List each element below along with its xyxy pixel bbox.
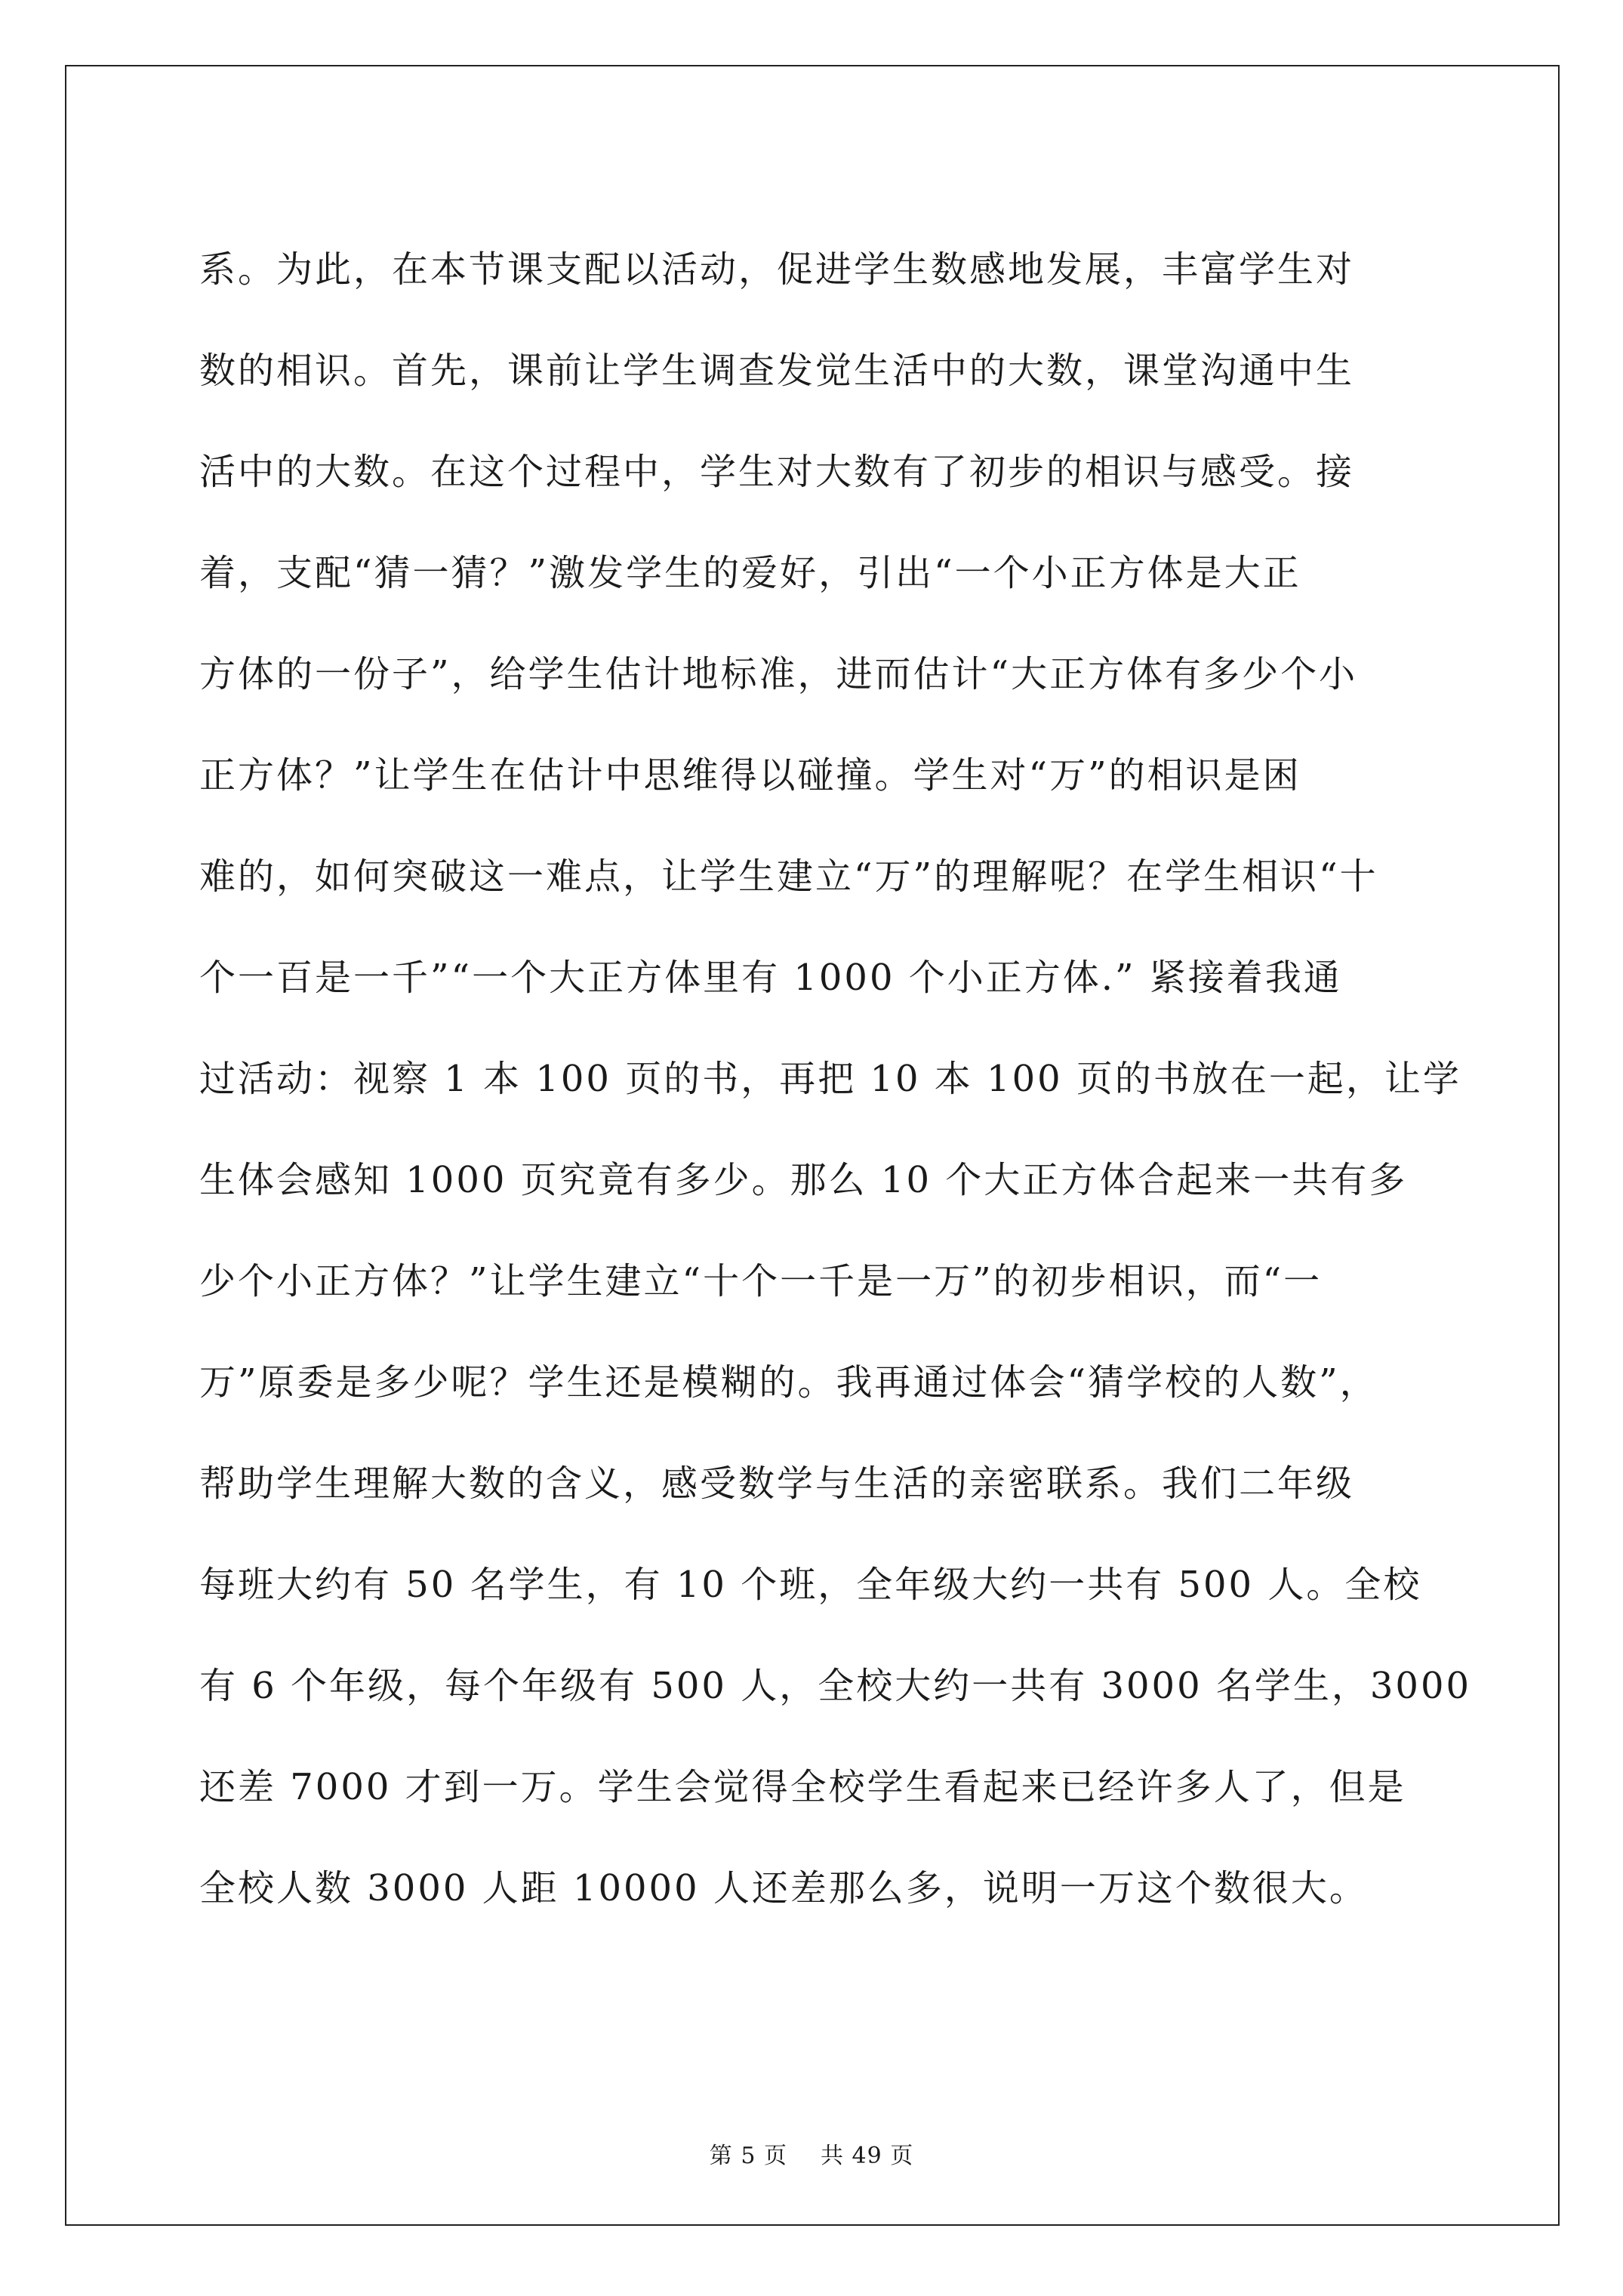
text-line-3: 活中的大数。在这个过程中，学生对大数有了初步的相识与感受。接 (199, 451, 1355, 493)
text-line-10: 生体会感知 1000 页究竟有多少。那么 10 个大正方体合起来一共有多 (199, 1159, 1408, 1201)
text-line-6: 正方体？”让学生在估计中思维得以碰撞。学生对“万”的相识是困 (199, 754, 1301, 797)
text-line-9: 过活动：视察 1 本 100 页的书，再把 10 本 100 页的书放在一起，让学 (199, 1058, 1461, 1100)
text-line-16: 还差 7000 才到一万。学生会觉得全校学生看起来已经许多人了，但是 (199, 1766, 1406, 1808)
text-line-11: 少个小正方体？”让学生建立“十个一千是一万”的初步相识，而“一 (199, 1260, 1323, 1302)
text-line-4: 着，支配“猜一猜？”激发学生的爱好，引出“一个小正方体是大正 (199, 552, 1301, 594)
text-line-14: 每班大约有 50 名学生，有 10 个班，全年级大约一共有 500 人。全校 (199, 1564, 1422, 1606)
text-line-17: 全校人数 3000 人距 10000 人还差那么多，说明一万这个数很大。 (199, 1867, 1368, 1909)
text-line-2: 数的相识。首先，课前让学生调查发觉生活中的大数，课堂沟通中生 (199, 350, 1355, 392)
text-line-7: 难的，如何突破这一难点，让学生建立“万”的理解呢？在学生相识“十 (199, 855, 1378, 898)
page-number: 第 5 页 (709, 2143, 787, 2169)
text-line-13: 帮助学生理解大数的含义，感受数学与生活的亲密联系。我们二年级 (199, 1462, 1355, 1505)
text-line-8: 个一百是一千”“一个大正方体里有 1000 个小正方体.” 紧接着我通 (199, 957, 1342, 999)
text-line-5: 方体的一份子”，给学生估计地标准，进而估计“大正方体有多少个小 (199, 653, 1358, 695)
text-line-12: 万”原委是多少呢？学生还是模糊的。我再通过体会“猜学校的人数”， (199, 1361, 1378, 1404)
text-line-15: 有 6 个年级，每个年级有 500 人，全校大约一共有 3000 名学生，3000 (199, 1665, 1472, 1707)
page-footer (0, 2141, 1623, 2171)
body-text (199, 219, 1472, 1939)
page-total: 共 49 页 (820, 2143, 914, 2169)
text-line-1: 系。为此，在本节课支配以活动，促进学生数感地发展，丰富学生对 (199, 248, 1355, 291)
